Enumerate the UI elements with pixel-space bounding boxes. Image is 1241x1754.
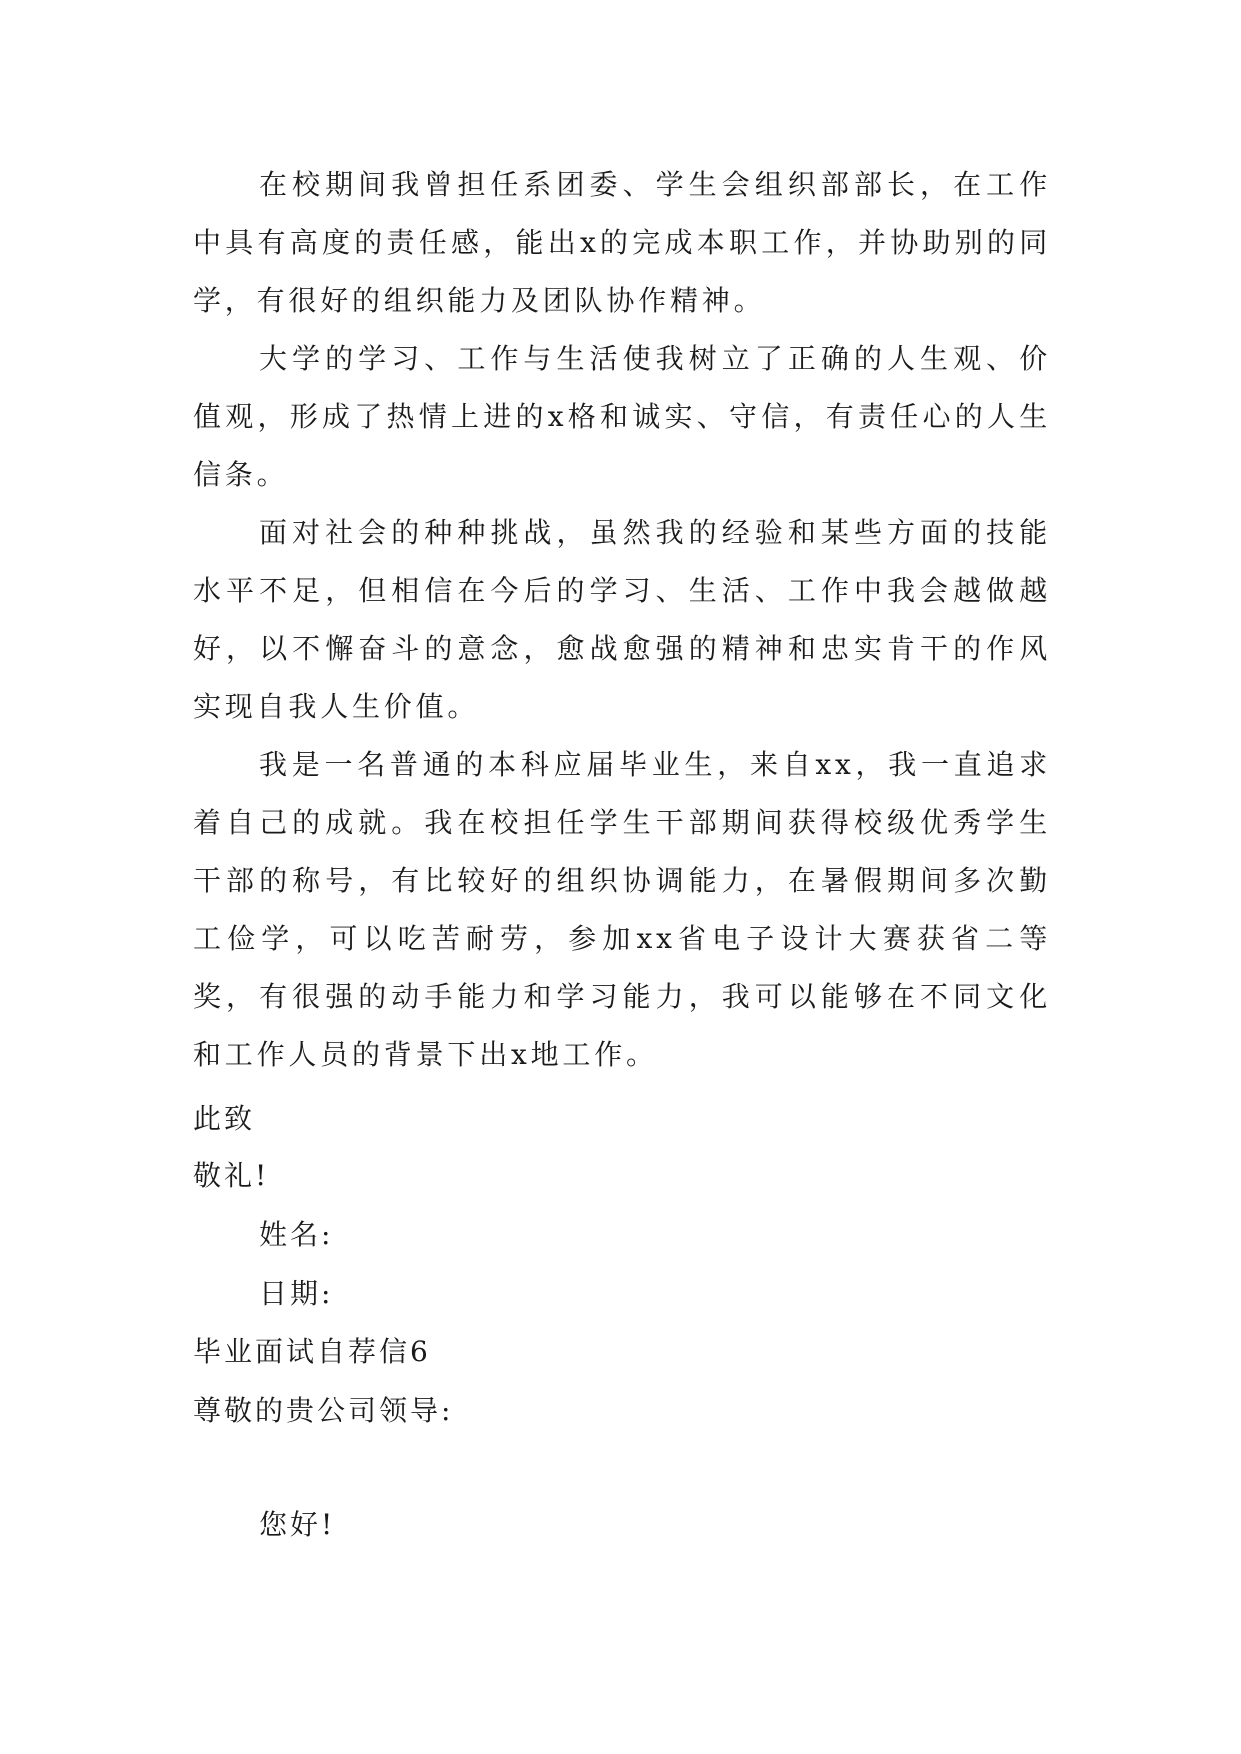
paragraph-work-experience: 在校期间我曾担任系团委、学生会组织部部长，在工作中具有高度的责任感，能出x的完成本职工作，并协助别的同学，有很好的组织能力及团队协作精神。 (193, 168, 1051, 317)
paragraph-values: 大学的学习、工作与生活使我树立了正确的人生观、价值观，形成了热情上进的x格和诚实、守信，有责任心的人生信条。 (193, 342, 1051, 491)
next-letter-title: 毕业面试自荐信6 (193, 1335, 431, 1368)
closing-jingli: 敬礼! (193, 1159, 270, 1192)
paragraph-self-introduction: 我是一名普通的本科应届毕业生，来自xx，我一直追求着自己的成就。我在校担任学生干部期间获得校级优秀学生干部的称号，有比较好的组织协调能力，在暑假期间多次勤工俭学，可以吃苦耐劳，参加xx省电子设计大赛获省二等奖，有很强的动手能力和学习能力，我可以能够在不同文化和工作人员的背景下出x地工作。 (193, 748, 1051, 1071)
paragraph-challenges: 面对社会的种种挑战，虽然我的经验和某些方面的技能水平不足，但相信在今后的学习、生活、工作中我会越做越好，以不懈奋斗的意念，愈战愈强的精神和忠实肯干的作风实现自我人生价值。 (193, 516, 1051, 723)
letter-body (193, 156, 1051, 1084)
next-letter-salutation: 尊敬的贵公司领导: (193, 1394, 454, 1427)
date-label: 日期: (259, 1277, 334, 1310)
next-letter-greeting: 您好! (259, 1508, 336, 1541)
name-label: 姓名: (259, 1218, 334, 1251)
closing-cizhi: 此致 (193, 1102, 256, 1135)
